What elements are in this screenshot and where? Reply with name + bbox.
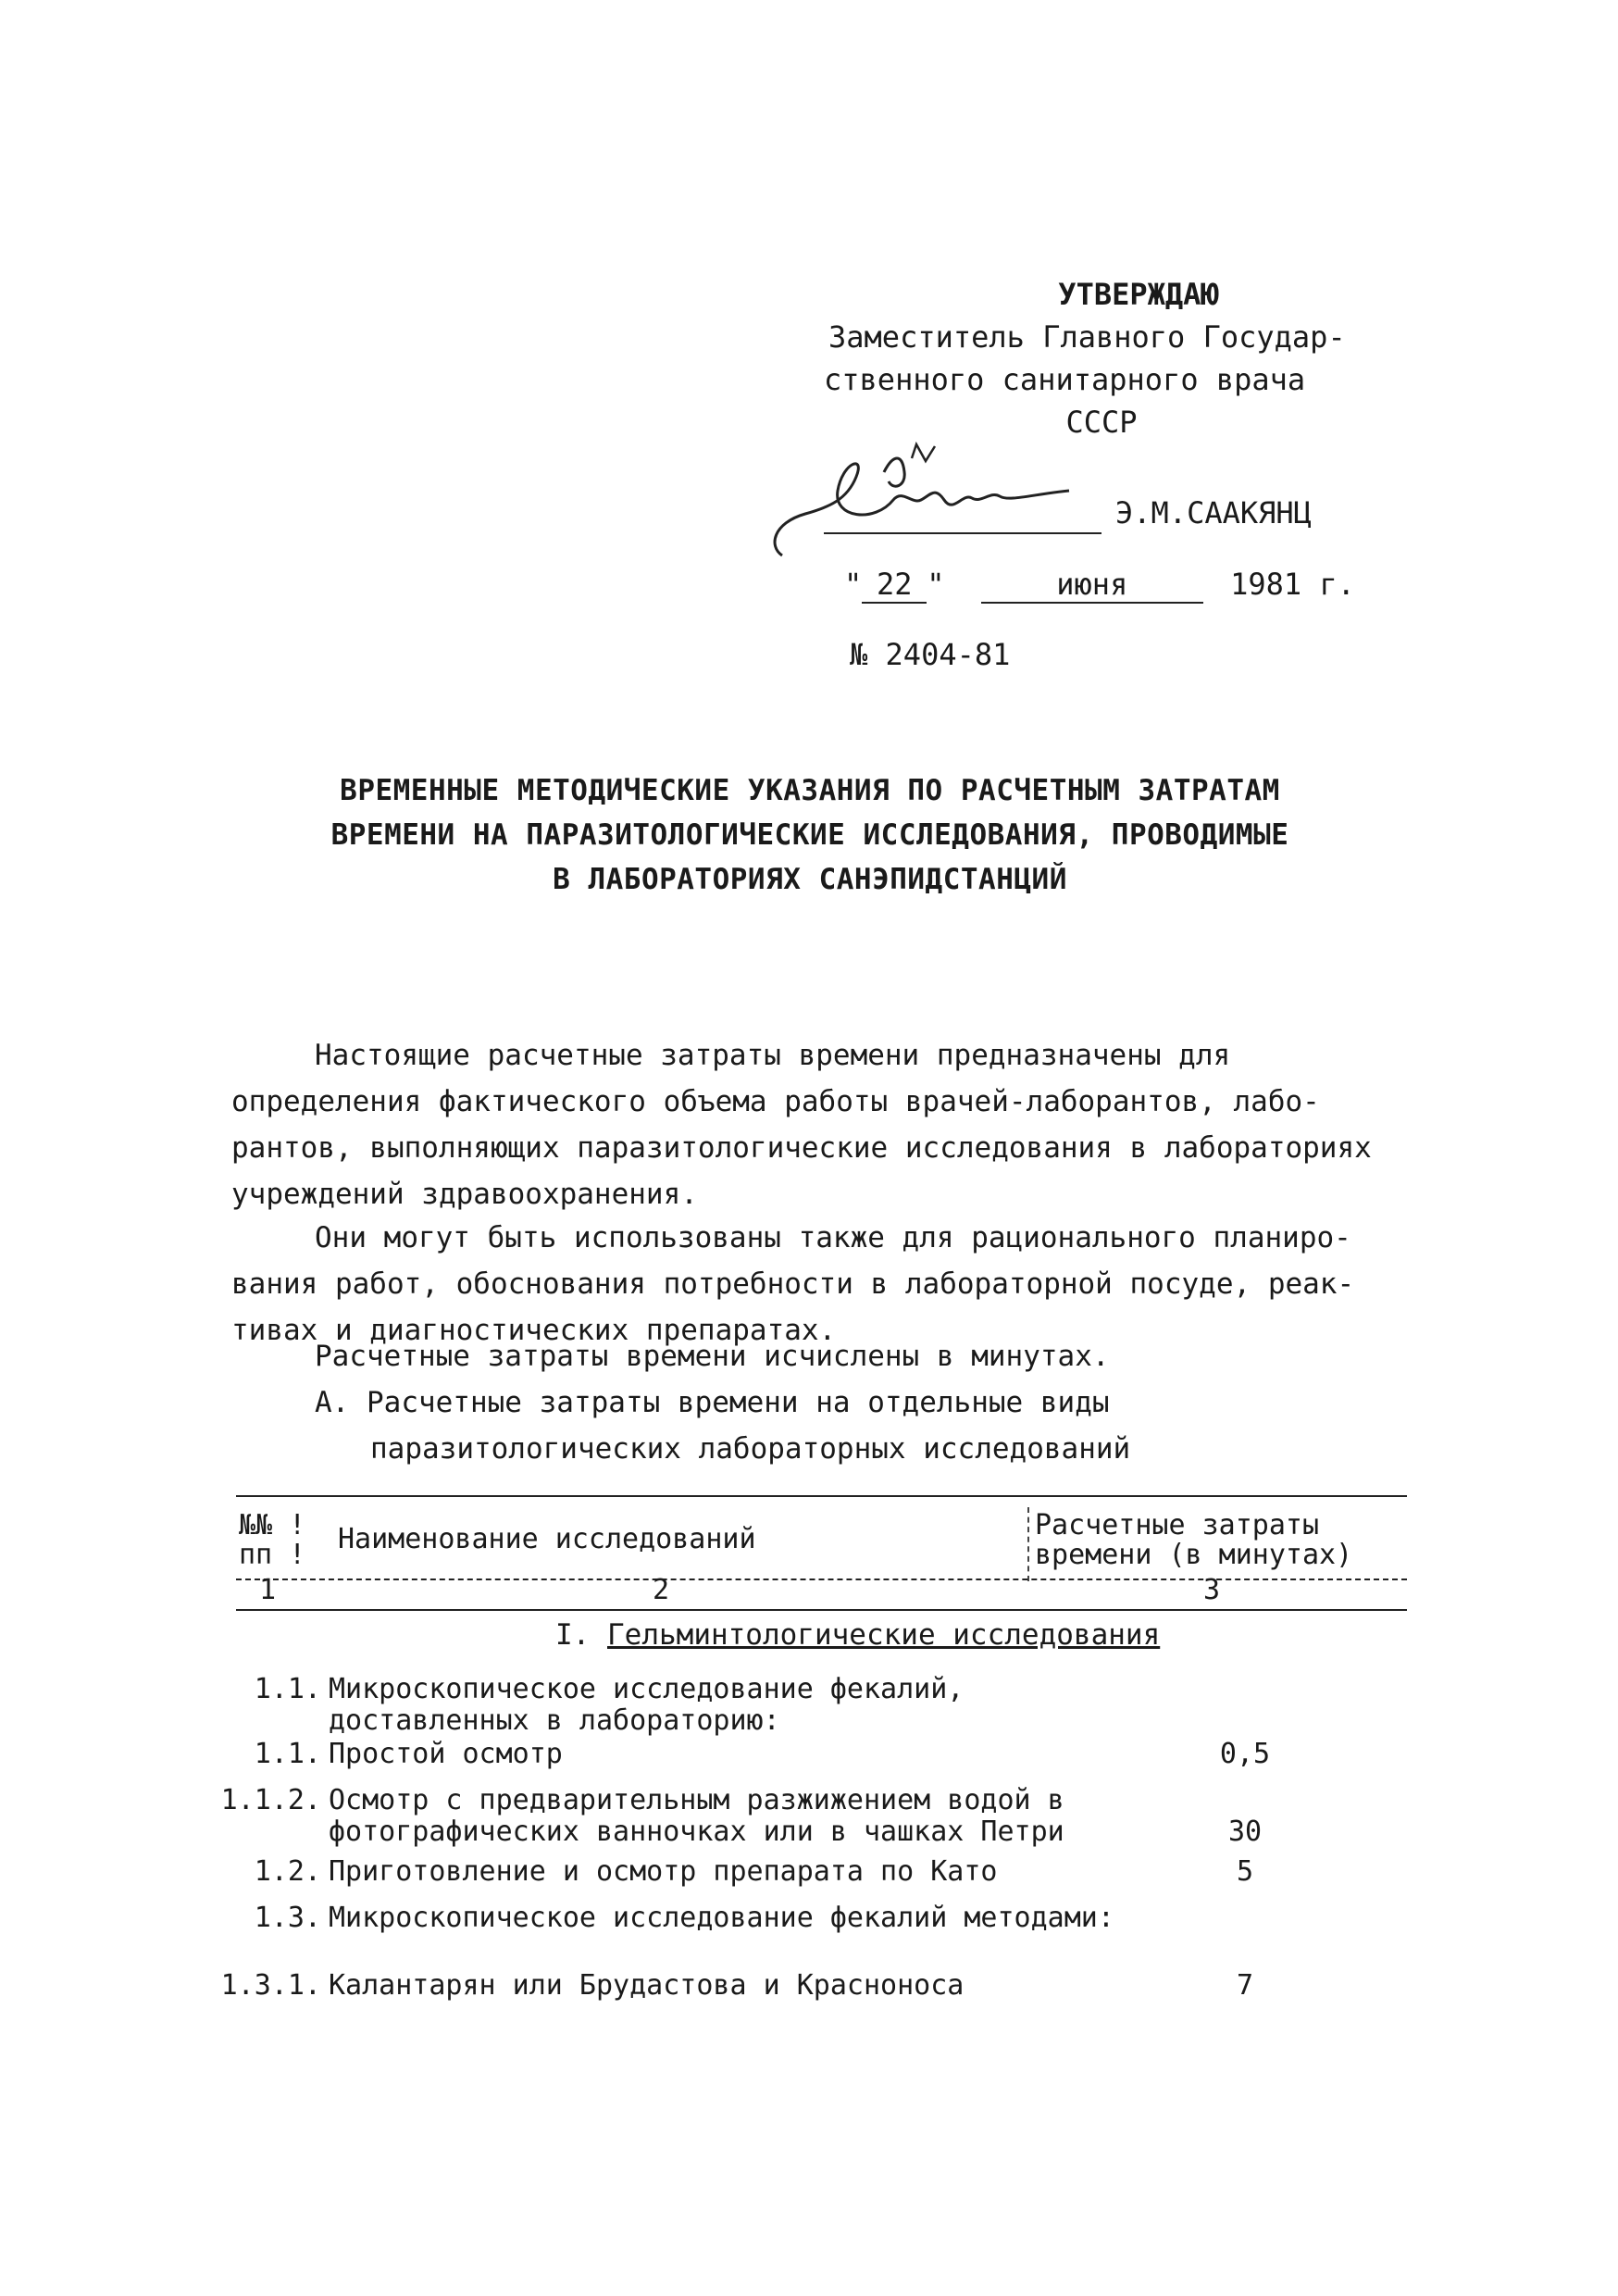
table-section-heading [555,1618,1160,1652]
p1-line2: определения фактического объема работы врачей-лаборантов, лабо- [231,1085,1320,1118]
title-line3: В ЛАБОРАТОРИЯХ САНЭПИДСТАНЦИЙ [553,863,1067,896]
row-text: Приготовление и осмотр препарата по Като [329,1855,998,1888]
row-number: 1.1.2. [220,1784,321,1816]
table-col-index-1: 1 [259,1574,277,1606]
p2-line2: вания работ, обоснования потребности в лабораторной посуде, реак- [231,1267,1355,1301]
date-month: июня [981,567,1203,604]
table-header-num-2: пп ! [239,1539,306,1571]
row-value: 30 [1227,1816,1263,1848]
p1-line1: Настоящие расчетные затраты времени предназначены для [315,1039,1231,1072]
section-title: Гельминтологические исследования [607,1618,1161,1652]
row-number: 1.2. [254,1855,321,1888]
signature-line [824,532,1101,534]
section-a-line1: А. Расчетные затраты времени на отдельные виды [315,1386,1110,1419]
p2-line1: Они могут быть использованы также для рационального планиро- [315,1221,1351,1254]
row-number: 1.1. [254,1738,321,1770]
approval-position-line2: ственного санитарного врача [824,362,1306,397]
p3-line1: Расчетные затраты времени исчислены в минутах. [315,1340,1110,1373]
title-line2: ВРЕМЕНИ НА ПАРАЗИТОЛОГИЧЕСКИЕ ИССЛЕДОВАНИЯ, ПРОВОДИМЫЕ [330,818,1289,852]
title-line1: ВРЕМЕННЫЕ МЕТОДИЧЕСКИЕ УКАЗАНИЯ ПО РАСЧЕТНЫМ ЗАТРАТАМ [340,774,1280,807]
p1-line4: учреждений здравоохранения. [231,1178,698,1211]
section-a-heading [231,1379,1407,1472]
paragraph-units [231,1333,1407,1379]
table-header-num-1: №№ ! [239,1509,306,1541]
row-text: Простой осмотр [329,1738,563,1770]
table-header-time-2: времени (в минутах) [1035,1539,1353,1571]
row-text: Калантарян или Брудастова и Красноноса [329,1969,965,2002]
row-text: Микроскопическое исследование фекалий, доставленных в лабораторию: [329,1673,965,1737]
row-text: Микроскопическое исследование фекалий методами: [329,1902,1114,1934]
approval-date: " 22 " июня 1981 г. [844,567,1355,602]
approval-position-line1: Заместитель Главного Государ- [828,319,1346,355]
paragraph-purpose [231,1032,1407,1217]
table-col-separator [1027,1507,1029,1581]
section-a-line2: паразитологических лабораторных исследований [370,1432,1131,1466]
row-value: 7 [1236,1969,1254,2002]
p2-line3: тивах и диагностических препаратах. [231,1314,837,1347]
table-col-index-2: 2 [653,1574,670,1606]
table-header-rule [236,1578,1407,1580]
document-title [278,768,1342,902]
section-number: I. [555,1618,591,1652]
approval-block [824,273,1346,443]
p1-line3: рантов, выполняющих паразитологические исследования в лабораториях [231,1131,1372,1165]
date-day: 22 [862,567,927,604]
row-number: 1.1. [254,1673,321,1705]
document-number: № 2404-81 [850,637,1011,672]
signature-image [764,435,1106,574]
approval-position-line3: СССР [1065,405,1138,440]
table-header-name: Наименование исследований [338,1523,756,1555]
row-number: 1.3. [254,1902,321,1934]
row-value: 0,5 [1219,1738,1271,1770]
table-top-rule [236,1495,1407,1497]
table-index-rule [236,1609,1407,1611]
row-text: Осмотр с предварительным разжижением водой в фотографических ванночках или в чашках Петри [329,1784,1064,1848]
signer-name: Э.М.СААКЯНЦ [1115,495,1312,530]
table-header-time-1: Расчетные затраты [1035,1509,1320,1541]
row-value: 5 [1236,1855,1254,1888]
date-year: 1981 г. [1230,567,1355,602]
approval-heading: УТВЕРЖДАЮ [1058,277,1219,312]
table-col-index-3: 3 [1203,1574,1221,1606]
row-number: 1.3.1. [220,1969,321,2002]
